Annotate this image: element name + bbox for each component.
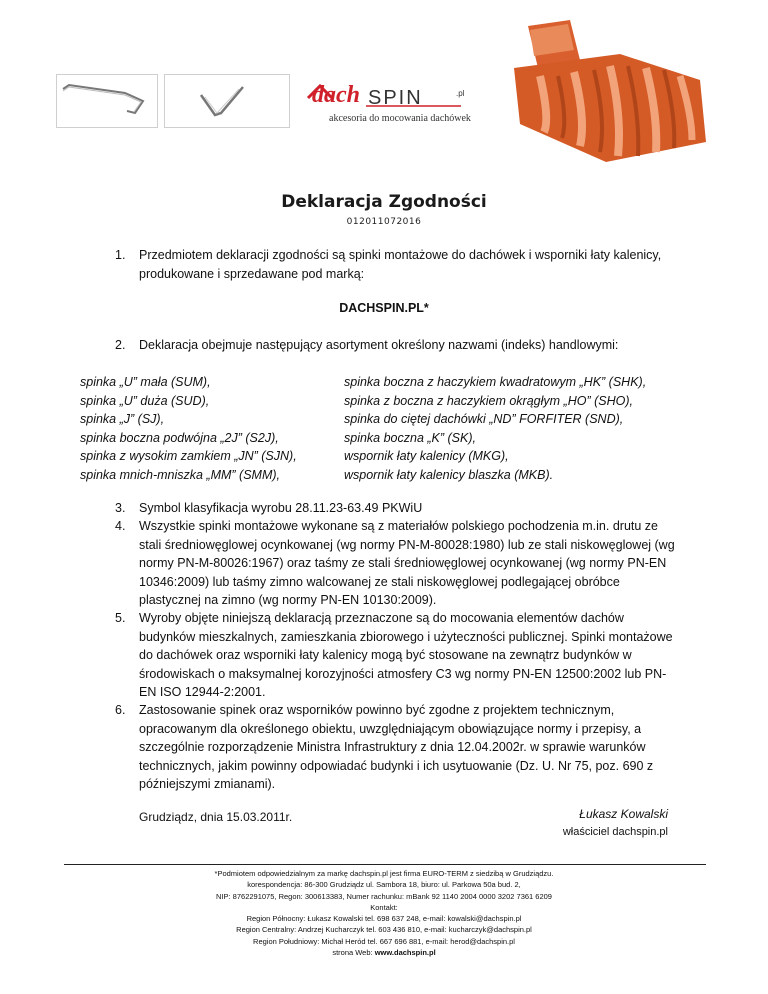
footer-line: Kontakt: xyxy=(370,902,398,912)
footer-line: Region Północny: Łukasz Kowalski tel. 698 637 248, e-mail: kowalski@dachspin.pl xyxy=(246,914,522,924)
tagline: akcesoria do mocowania dachówek xyxy=(329,113,471,124)
list-item: spinka z wysokim zamkiem „JN” (SJN), xyxy=(80,449,297,463)
roof-tiles-image xyxy=(510,20,710,172)
svg-text:dach: dach xyxy=(312,82,360,108)
list-item: spinka boczna podwójna „2J” (S2J), xyxy=(80,430,279,445)
website-link[interactable]: www.dachspin.pl xyxy=(374,948,436,958)
product-list-right xyxy=(344,373,646,484)
product-list-left xyxy=(80,373,297,484)
footer-line: Region Centralny: Andrzej Kucharczyk tel. 603 436 810, e-mail: kucharczyk@dachspin.pl xyxy=(236,925,532,935)
footer-line: *Podmiotem odpowiedzialnym za markę dachspin.pl jest firma EURO-TERM z siedzibą w Grudziądzu. xyxy=(214,869,554,878)
item-text: Przedmiotem deklaracji zgodności są spinki montażowe do dachówek i wsporniki łaty kalenicy, produkowane i sprzedawane pod marką: xyxy=(139,248,662,281)
list-item: spinka „U” duża (SUD), xyxy=(80,393,210,408)
brand-line: DACHSPIN.PL* xyxy=(339,301,429,315)
item-number: 3. xyxy=(115,501,126,515)
clip-image-1 xyxy=(56,74,158,128)
list-item: spinka do ciętej dachówki „ND” FORFITER (SND), xyxy=(344,412,624,426)
item-number: 4. xyxy=(115,519,126,533)
list-item: spinka „U” mała (SUM), xyxy=(80,375,211,389)
web-label: strona Web: xyxy=(332,948,375,958)
footer-divider xyxy=(64,864,706,865)
document-title: Deklaracja Zgodności xyxy=(281,192,487,212)
svg-text:.pl: .pl xyxy=(456,89,465,98)
item-text: Zastosowanie spinek oraz wsporników powinno być zgodne z projektem technicznym, opracowanym dla określonego obiektu, uwzględniającym obowiązujące normy i przepisy, a szczególnie rozporządzenie Ministra Infrastruktury z dnia 12.04.2002r. w sprawie warunków technicznych, jakim powinny odpowiadać budynki i ich usytuowanie (Dz. U. Nr 75, poz. 690 z późniejszymi zmianami). xyxy=(139,703,654,791)
item-text: Wyroby objęte niniejszą deklaracją przeznaczone są do mocowania elementów dachów budynków mieszkalnych, zamieszkania zbiorowego i użyteczności publicznej. Spinki montażowe do dachówek oraz wsporniki łaty kalenicy mogą być stosowane na zewnątrz budynków w środowiskach o maksymalnej korozyjności atmosfery C3 wg normy PN-EN 12500:2002 lub PN-EN ISO 12944-2:2001. xyxy=(139,611,673,699)
item-text: Symbol klasyfikacja wyrobu 28.11.23-63.49 PKWiU xyxy=(139,501,423,515)
clip-image-2 xyxy=(164,74,290,128)
item-number: 2. xyxy=(115,338,126,352)
list-item: spinka z boczna z haczykiem okrągłym „HO” (SHO), xyxy=(344,393,633,408)
signatory-name: Łukasz Kowalski xyxy=(579,807,668,821)
list-item: spinka mnich-mniszka „MM” (SMM), xyxy=(80,467,281,482)
signatory-role: właściciel dachspin.pl xyxy=(562,826,668,838)
footer-web xyxy=(0,947,768,958)
item-number: 6. xyxy=(115,703,126,717)
list-item: wspornik łaty kalenicy (MKG), xyxy=(344,449,509,463)
list-item: spinka „J” (SJ), xyxy=(80,412,165,426)
footer xyxy=(0,868,768,958)
svg-text:SPIN: SPIN xyxy=(368,87,423,109)
item-number: 5. xyxy=(115,611,126,625)
place-date: Grudziądz, dnia 15.03.2011r. xyxy=(139,810,293,824)
footer-line: korespondencja: 86-300 Grudziądz ul. Sambora 18, biuro: ul. Parkowa 50a bud. 2, xyxy=(247,880,521,890)
footer-line: Region Południowy: Michał Heród tel. 667 696 881, e-mail: herod@dachspin.pl xyxy=(253,936,515,946)
item-text: Wszystkie spinki montażowe wykonane są z materiałów polskiego pochodzenia m.in. drutu ze stali średniowęglowej ocynkowanej (wg normy PN-M-80028:1980) lub ze stali niskowęglowej (wg normy PN-M-80026:1967) oraz taśmy ze stali średniowęglowej ocynkowanej (wg normy PN-EN 10346:2009) lub taśmy zimno walcowanej ze stali niskowęglowej podlegającej obróbce plastycznej na zimno (wg normy PN-EN 10130:2009). xyxy=(139,519,675,607)
list-item: spinka boczna „K” (SK), xyxy=(344,430,476,445)
item-number: 1. xyxy=(115,248,126,262)
u-clip-icon xyxy=(57,75,157,127)
document-number: 012011072016 xyxy=(346,217,422,227)
j-clip-icon xyxy=(165,75,289,127)
list-item: wspornik łaty kalenicy blaszka (MKB). xyxy=(344,467,554,482)
item-text: Deklaracja obejmuje następujący asortyment określony nazwami (indeks) handlowymi: xyxy=(139,338,619,352)
list-item: spinka boczna z haczykiem kwadratowym „HK” (SHK), xyxy=(344,375,647,389)
footer-line: NIP: 8762291075, Regon: 300613383, Numer rachunku: mBank 92 1140 2004 0000 3202 7361 6209 xyxy=(216,891,552,901)
